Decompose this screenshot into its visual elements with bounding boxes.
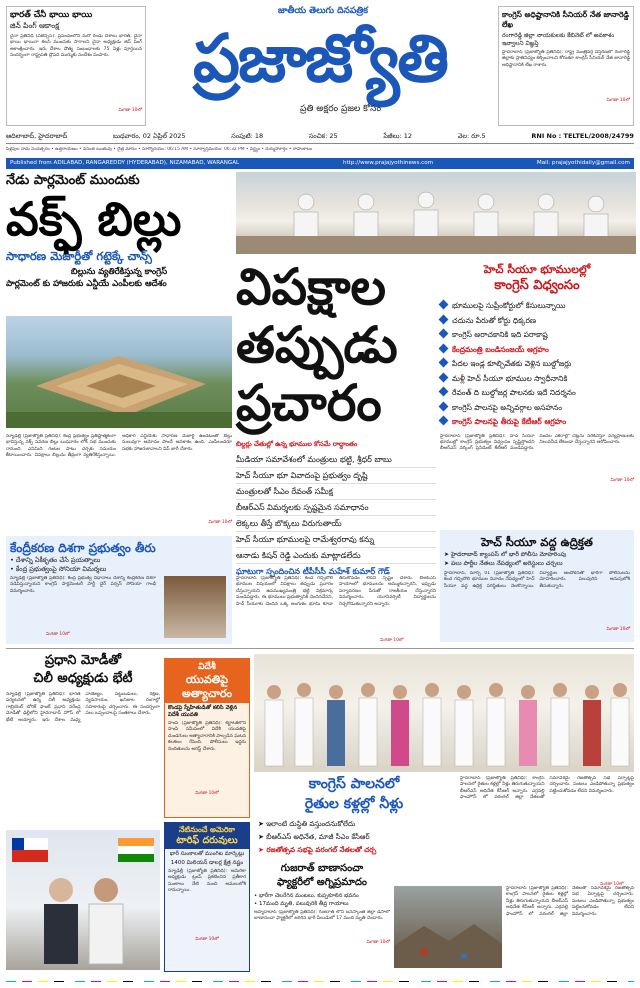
hcu-tension-box — [440, 530, 634, 642]
tariff-headline-line1: నేటినుంచే అమెరికా — [179, 825, 235, 834]
chile-headline-line1: ప్రధాని మోడీతో — [44, 653, 122, 668]
dateline-issue: సంచిక: 25 — [308, 132, 338, 140]
bullet-diamond-icon — [439, 416, 449, 426]
right-ear-more[interactable]: మిగతా 10లో — [606, 98, 630, 103]
kcr-meeting-photo — [254, 654, 634, 772]
left-ear — [6, 6, 146, 126]
tariff-header — [165, 823, 249, 849]
hcu-tension-more[interactable]: మిగతా 10లో — [606, 627, 630, 632]
bullet-icon: • — [10, 556, 16, 564]
tariff-more[interactable]: మిగతా 10లో — [195, 937, 219, 942]
arrow-icon: ➤ — [258, 833, 267, 841]
dateline-rni: RNI No : TELTEL/2008/24799 — [531, 132, 634, 140]
centralization-body: న్యూఢిల్లీ (ప్రజాజ్యోతి ప్రతినిధి): కేంద్ర ప్రభుత్వ విధానాలు దేశాన్ని కేంద్రీకరణ దిశగా నడిపిస్తున్నాయని కాంగ్రెస్ పార్లమెంటరీ పార్టీ చైర్ పర్సన్ సోనియా గాంధీ విమర్శించారు. — [10, 576, 156, 594]
bullet-icon: • — [254, 901, 259, 907]
registration-strip — [6, 974, 634, 982]
attack-box — [164, 658, 250, 818]
dateline-date: బుధవారం, 02 ఏప్రిల్ 2025 — [112, 132, 186, 140]
chile-body: న్యూఢిల్లీ (ప్రజాజ్యోతి ప్రతినిధి): భారత పర్యటనలో ఉన్న చిలీ అధ్యక్షుడు గాబ్రియెల్ బోరిక్ ఫాంట్ ప్రధాని నరేంద్ర మోడీతో ఢిల్లీలోని హైదరాబాద్ హౌస్ లో భేటీ అయ్యారు. ఇరు దేశాల మధ్య వాణిజ్యం, పెట్టుబడులు, రక్షణ, వ్యవసాయం, ఖనిజాల రంగాల్లో సహకారంపై చర్చించారు. ఈ సందర్భంగా పలు ఒప్పందాలపై సంతకాలు చేశారు. — [6, 692, 160, 723]
farmers-more[interactable]: మిగతా 10లో — [600, 882, 624, 887]
hcu-ktr-point: చదును పేరుతో కోర్టు ధిక్కరణ — [440, 314, 634, 329]
farmers-point: ➤ బీఆర్ఎస్ అధినేత, మాజీ సీఎం కేసీఆర్ — [258, 833, 370, 841]
masthead-tagline: జాతీయ తెలుగు దినపత్రిక — [278, 6, 368, 16]
left-ear-more[interactable]: మిగతా 10లో — [118, 108, 142, 113]
masthead — [150, 4, 490, 130]
hcu-ktr-story — [440, 262, 634, 526]
hcu-ktr-more[interactable]: మిగతా 10లో — [610, 477, 634, 483]
farmers-body: హైదరాబాద్ (ప్రజాజ్యోతి ప్రతినిధి): కాంగ్రెస్ పాలనలో రైతుల కళ్లల్లో నీళ్లు తిరుగుతున్నాయని బీఆర్ఎస్ అధినేత కేసీఆర్ అన్నారు. ఎర్రవల్లి ఫాంహౌస్ లో వరంగల్ జిల్లా నేతలతో సమావేశమై రజతోత్సవ సభ ఏర్పాట్లపై చర్చించారు. పంటలు ఎండిపోతున్నా ప్రభుత్వం పట్టించుకోవడం లేదని విమర్శించారు. — [460, 776, 634, 801]
farmers-headline — [254, 774, 454, 814]
bullet-diamond-icon — [439, 358, 449, 368]
waqf-headline: వక్ఫ్ బిల్లు — [6, 192, 182, 246]
tariff-bullet2: 1400 మిలియన్ డాలర్ల క్షేత్ర నష్టం — [170, 860, 244, 866]
dateline-place: ఆదిలాబాద్, హైదరాబాద్ — [6, 132, 68, 140]
hcu-ktr-point: కాంగ్రెస్ అరాచకానికి ఇది పరాకాష్ట — [440, 328, 634, 343]
right-ear — [498, 6, 634, 126]
farmers-point: ➤ రజతోత్సవ సభపై వరంగల్ నేతలతో చర్చ — [258, 846, 377, 854]
bullet-diamond-icon — [439, 387, 449, 397]
editions-bar — [6, 158, 634, 169]
lead-body: హైదరాబాద్ (ప్రజాజ్యోతి ప్రతినిధి): కంచ గచ్చిబౌలి భూముల విషయంలో విపక్షాలు తప్పుడు ప్రచారం చేస్తున్నాయని ఉపముఖ్యమంత్రి భట్టి విక్రమార్క మండిపడ్డారు. ఈ భూములు ప్రభుత్వానికి చెందినవేనని, హెచ్ సీయూకు చెందిన ఒక్క అంగుళం భూమి కూడా తీసుకోవడం లేదని స్పష్టం చేశారు. బీఆర్ఎస్ హయాంలో భూములను అమ్ముకున్నారని, ఇప్పుడు పర్యావరణం పేరుతో రాజకీయం చేస్తున్నారని విమర్శించారు. యూనివర్సిటీ విద్యార్థులను రెచ్చగొడుతున్నారని అన్నారు. — [236, 576, 436, 607]
lead-point: మంత్రులతో సీఎం రేవంత్ సమీక్ష — [236, 484, 436, 500]
waqf-story — [6, 172, 232, 530]
masthead-name: ప్రజాజ్యోతి — [192, 20, 448, 97]
fire-headline-line2: ఫ్యాక్టరీలో అగ్నిప్రమాదం — [276, 877, 368, 888]
chile-story — [6, 652, 160, 970]
left-ear-subtitle: జిన్ పింగ్ ఆకాంక్ష — [10, 21, 60, 30]
lead-headline-line1: విపక్షాల — [236, 258, 386, 316]
fire-headline-line1: గుజరాత్ బాణాసంచా — [280, 863, 364, 874]
arrow-icon: ➤ — [444, 551, 451, 558]
attack-header — [165, 659, 249, 703]
hcu-ktr-point: పేదల ఇండ్ల కూల్చివేతకు వెళ్లిన బుల్డోజర్లు — [440, 357, 634, 372]
ministers-press-photo — [236, 172, 636, 254]
editions-url[interactable]: http://www.prajajyothinews.com — [342, 160, 434, 166]
tariff-bullet1: భారీ సుంకాలతో ముంగిట మార్కెట్లు — [169, 851, 245, 857]
lead-point: లెక్కలు తీస్తే బొక్కలు విరుగుతాయ్ — [236, 516, 436, 532]
masthead-motto: ప్రతి అక్షరం ప్రజల కోసం — [300, 104, 382, 114]
waqf-line2: పార్లమెంట్ కు హాజరుకు ఎన్డీయే ఎంపీలకు ఆదేశం — [6, 279, 167, 289]
attack-body: హంపి (ప్రజాజ్యోతి ప్రతినిధి): కర్ణాటకలోని హంపి సమీపంలో విదేశీ యువతిపై దుండగులు అత్యాచారానికి పాల్పడిన ఘటన కలకలం రేపింది. పోలీసులు ఇద్దరు నిందితులను అరెస్ట్ చేశారు. — [168, 721, 246, 752]
arrow-icon: ➤ — [258, 820, 267, 828]
lead-point: ఘాటుగా స్పందించిన టీపీసీసీ మహేశ్ కుమార్ గౌడ్ — [236, 567, 390, 576]
bullet-diamond-icon — [439, 314, 449, 324]
farmers-points — [258, 818, 458, 857]
farmers-headline-line2: రైతుల కళ్లల్లో నీళ్లు — [304, 796, 404, 812]
fire-story — [254, 862, 390, 972]
hcu-tension-bullet1: ➤ హైదరాబాద్ క్యాంపస్ లో భారీ పోలీసు మోహరింపు — [444, 551, 567, 558]
centralization-more[interactable]: మిగతా 10లో — [46, 632, 70, 637]
waqf-kicker: నేడు పార్లమెంట్ ముందుకు — [6, 173, 140, 188]
section-divider — [6, 648, 634, 649]
editions-published: Published from ADILABAD, RANGAREDDY (HYDERABAD), NIZAMABAD, WARANGAL — [10, 160, 240, 166]
parliament-photo — [6, 316, 232, 428]
bullet-diamond-icon — [439, 343, 449, 353]
hcu-tension-bullet2: ➤ పలు పార్టీల నేతలు నేపథ్యంలో అరెస్టులు చర్చలు — [444, 560, 563, 567]
lead-headline-line2: తప్పుడు — [236, 316, 398, 374]
fire-bullet1: • భారీగా చెలరేగిన మంటలు, కుప్పకూలిన భవనం — [254, 893, 359, 899]
lead-point: ఆనాడు కిషన్ రెడ్డి ఎందుకు మాట్లాడలేదు — [236, 548, 436, 564]
attack-headline-line1: యువతిపై — [185, 673, 229, 686]
waqf-more[interactable]: మిగతా 10లో — [208, 520, 232, 525]
hcu-ktr-point: కాంగ్రెస్ పాలనపై అన్నివర్గాల అసహనం — [440, 401, 634, 416]
hcu-ktr-point: భూములపై సుప్రీంకోర్టులో కేసులున్నాయి — [440, 299, 634, 314]
fire-more[interactable]: మిగతా 10లో — [366, 940, 390, 945]
farmers-headline-line1: కాంగ్రెస్ పాలనలో — [308, 776, 400, 792]
lead-more[interactable]: మిగతా 10లో — [380, 638, 404, 643]
tariff-box — [164, 822, 250, 972]
ministers-figures-icon — [236, 172, 636, 254]
parliament-building-icon — [6, 316, 232, 428]
waqf-body: న్యూఢిల్లీ (ప్రజాజ్యోతి ప్రతినిధి): కేంద్ర ప్రభుత్వం ప్రతిష్టాత్మకంగా భావిస్తున్న వక్ఫ్ సవరణ బిల్లు బుధవారం లోక్ సభ ముందుకు రానుంది. ఎనిమిది గంటల పాటు చర్చకు సమయం కేటాయించారు. విపక్షాలు బిల్లును తీవ్రంగా వ్యతిరేకిస్తున్నాయి. అధికార ఎన్డీయేకు సాధారణ మెజార్టీ ఉండటంతో బిల్లు సులువుగా ఆమోదం పొందే అవకాశం ఉంది. ఎంపీలందరూ సభకు హాజరుకావాలని విప్ జారీ చేశారు. — [6, 434, 232, 459]
hcu-ktr-point: కాంగ్రెస్ పాలనపై తీరుపై కేటీఆర్ ఆగ్రహం — [440, 415, 634, 430]
flags-and-leaders-icon — [6, 830, 160, 970]
dateline-pages: పేజీలు: 12 — [383, 132, 413, 140]
lead-point: హెచ్ సీయూ భూములపై రామేశ్వరరావు కన్ను — [236, 532, 436, 548]
editions-mail: Mail: prajajyothidaily@gmail.com — [536, 160, 630, 166]
hcu-ktr-headline: కాంగ్రెస్ విధ్వంసం — [494, 278, 580, 293]
dateline — [6, 132, 634, 144]
modi-boric-photo — [6, 830, 160, 970]
group-photo-icon — [254, 654, 634, 772]
tariff-headline-line2: టారిఫ్ దరువులు — [176, 835, 238, 846]
right-ear-body: హైదరాబాద్ (ప్రజాజ్యోతి ప్రతినిధి): రాష్ట్ర మంత్రివర్గ విస్తరణలో రంగారెడ్డి జిల్లాకు ప్రాతినిధ్యం కల్పించాలని కోరుతూ కాంగ్రెస్ సీనియర్ నేత జానారెడ్డి అధిష్టానానికి లేఖ రాశారు. — [502, 50, 630, 68]
lead-headline-line3: ప్రచారం — [236, 374, 382, 432]
arrow-icon: ➤ — [258, 846, 267, 854]
centralization-bullet2: • కేంద్ర ప్రభుత్వంపై సోనియా విమర్శలు — [10, 565, 107, 573]
centralization-headline: కేంద్రీకరణ దిశగా ప్రభుత్వం తీరు — [10, 541, 156, 555]
attack-more[interactable]: మిగతా 10లో — [195, 791, 219, 796]
lead-point: మీడియా సమావేశంలో మంత్రులు భట్టి, శ్రీధర్ బాబు — [236, 452, 436, 468]
waqf-line1: బిల్లును వ్యతిరేకిస్తున్న కాంగ్రెస్ — [70, 267, 168, 277]
dateline-volume: సంపుటి: 18 — [231, 132, 264, 140]
bullet-diamond-icon — [439, 372, 449, 382]
lead-point: బీఆర్ఎస్ విమర్శలకు స్పష్టమైన సమాధానం — [236, 500, 436, 516]
bullet-diamond-icon — [439, 300, 449, 310]
lead-points — [236, 452, 436, 579]
fire-debris-photo — [394, 886, 502, 968]
attack-sub: కొండపై స్నేహితుడితో కలిసి వెళ్లిన విదేశీ యువతి — [168, 705, 238, 718]
hcu-ktr-kicker: హెచ్ సీయూ భూములల్లో — [483, 263, 591, 276]
bullet-diamond-icon — [439, 329, 449, 339]
hcu-ktr-point: మళ్లీ హెచ్ సీయూ భూముల స్వాధీనానికి — [440, 372, 634, 387]
right-ear-title: కాంగ్రెస్ అధిష్టానానికి సీనియర్ నేత జానారెడ్డి లేఖ — [502, 10, 629, 29]
left-ear-title: భారత్ చేనీ భాయి భాయి — [10, 10, 93, 20]
centralization-box — [6, 536, 232, 644]
attack-kicker: విదేశీ — [198, 662, 216, 672]
fire-bullet2: • 17మంది మృతి, పలువురికి తీవ్ర గాయాలు — [254, 901, 349, 907]
right-ear-subtitle: రంగారెడ్డి జిల్లా నాయకులకు కేబినెట్ లో అవకాశం ఇవ్వాలని విజ్ఞప్తి — [502, 32, 615, 47]
waqf-subhead: సాధారణ మెజార్టీతో గట్టెక్కే చాన్స్ — [6, 249, 152, 263]
left-ear-body: చైనా ప్రతినిధి (ఏజెన్సీస్): ప్రపంచంలోని మరో రెండు దేశాలు భారత్, చైనా భాయి భాయిగా కలసి ముందుకు సాగాలని చైనా అధ్యక్షుడు జిన్ పింగ్ ఆకాంక్షించారు. ఇరు దేశాల దౌత్య సంబంధాలకు 75 ఏళ్లు పూర్తయిన సందర్భంగా రాష్ట్రపతి ద్రౌపది ముర్ముకు సందేశం పంపారు. — [10, 34, 142, 59]
centralization-bullet1: • దేశాన్ని ఏకీకృతం చేసే ప్రయత్నాలు — [10, 556, 101, 564]
hcu-ktr-point: రేవంత్ ది బుల్డోజర్ల పాలనకు ఇదే నిదర్శనం — [440, 386, 634, 401]
fire-body: అహ్మదాబాద్ (ప్రజాజ్యోతి ప్రతినిధి): గుజరాత్ లోని బనస్కాంత జిల్లా డీసాలో బాణాసంచా ఫ్యాక్టరీలో జరిగిన భారీ పేలుడులో 17 మంది మృతి చెందారు. — [254, 910, 390, 922]
bullet-diamond-icon — [439, 401, 449, 411]
hcu-tension-body: హైదరాబాద్, మార్చి 01 (ప్రజాజ్యోతి ప్రతినిధి): కంచ గచ్చిబౌలి భూముల వివాదం నేపథ్యంలో హెచ్ సీయూ వద్ద ఉద్రిక్త పరిస్థితులు నెలకొన్నాయి. విద్యార్థుల ఆందోళనతో భారీగా పోలీసులను మోహరించారు. పలువురిని అదుపులోకి తీసుకున్నారు. — [444, 571, 630, 589]
lead-point: హెచ్ సీయూ భూ వివాదంపై ప్రభుత్వం దృష్టి — [236, 468, 436, 484]
debris-icon — [394, 886, 502, 968]
hcu-tension-headline: హెచ్ సీయూ వద్ద ఉద్రిక్తత — [481, 535, 593, 549]
arrow-icon: ➤ — [444, 560, 451, 567]
lead-headline — [236, 258, 436, 432]
hcu-ktr-point: కేంద్రమంత్రి బండిసంజయ్ ఆగ్రహం — [440, 343, 634, 358]
bullet-icon: • — [10, 565, 16, 573]
lead-strap: బిల్డర్లు చేతుల్లో ఉన్న భూముల కోసమే రాద్ధాంతం — [236, 440, 358, 448]
attack-headline-line2: అత్యాచారం — [181, 687, 233, 700]
tariff-body: న్యూఢిల్లీ (ప్రజాజ్యోతి ప్రతినిధి): అమెరికా అధ్యక్షుడు ట్రంప్ ప్రకటించిన ప్రతీకార సుంకాలు నేటి నుంచి అమలులోకి రానున్నాయి. — [168, 869, 246, 894]
sonia-photo — [164, 576, 226, 638]
hcu-ktr-body: హైదరాబాద్ (ప్రజాజ్యోతి ప్రతినిధి): హెచ్ సీయూ భూముల్లో కాంగ్రెస్ ప్రభుత్వం విధ్వంసం సృష్టిస్తోందని బీఆర్ఎస్ వర్కింగ్ ప్రెసిడెంట్ కేటీఆర్ మండిపడ్డారు. వందల ఎకరాల్లో చెట్లను నరికివేస్తూ వన్యప్రాణులకు నిలువనీడ లేకుండా చేస్తున్నారని ఆరోపించారు. — [440, 433, 634, 452]
bullet-icon: • — [254, 893, 259, 899]
fire-continued-body: హైదరాబాద్ (ప్రజాజ్యోతి ప్రతినిధి): కాంగ్రెస్ పాలనలో రైతుల కళ్లల్లో నీళ్లు తిరుగుతున్నాయని బీఆర్ఎస్ అధినేత కేసీఆర్ అన్నారు. ఎర్రవల్లి ఫాంహౌస్ లో వరంగల్ జిల్లా నేతలతో సమావేశమై రజతోత్సవ సభ ఏర్పాట్లపై చర్చించారు. పంటలు ఎండిపోతున్నా ప్రభుత్వం పట్టించుకోవడం లేదని విమర్శించారు. — [506, 886, 634, 917]
chile-headline-line2: చిలీ అధ్యక్షుడు భేటీ — [33, 671, 133, 686]
farmers-point: ➤ ఇలాంటి దుస్థితి వస్తుందనుకోలేదు — [258, 820, 356, 828]
dateline-price: వెల: రూ.5 — [457, 132, 486, 140]
panchangam: పెళ్లపుల నామ సంవత్సరం • ఉత్తరాయణం • వసంత ఋతువు • చైత్ర మాసం • సూర్యోదయం: 06:15 AM • సూర్యాస్తమయం: 06:32 PM • వర్జ్యం • దుర్ముహూర్తం • రాహుకాలం — [6, 147, 313, 152]
